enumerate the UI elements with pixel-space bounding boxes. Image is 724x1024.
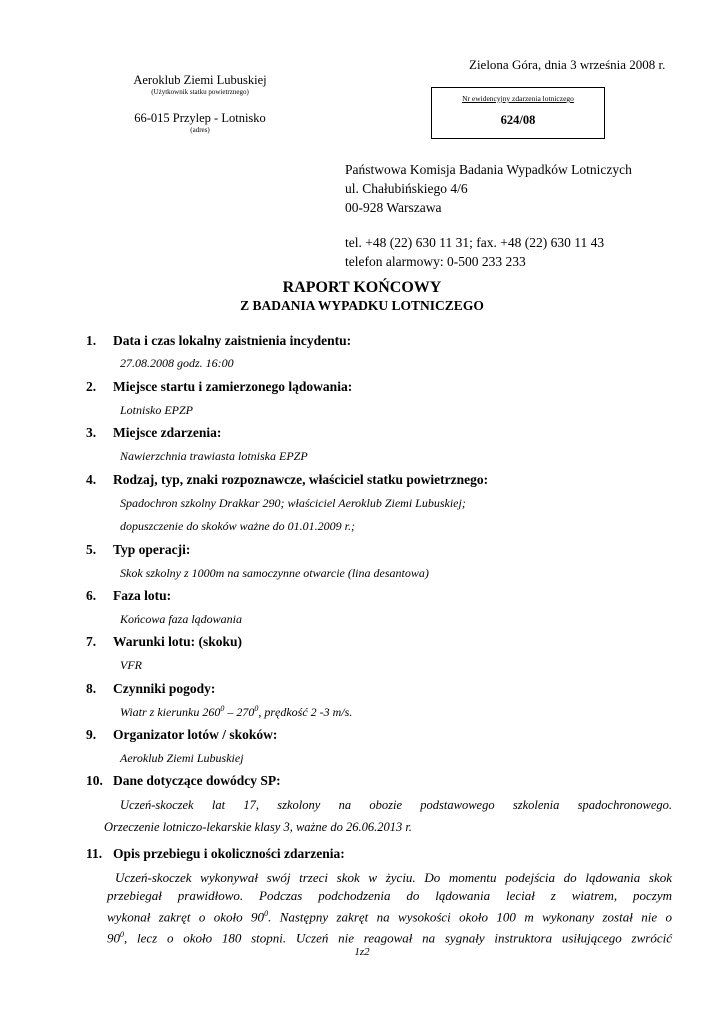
org-name: Aeroklub Ziemi Lubuskiej [133, 73, 267, 87]
section-answer: Uczeń-skoczek lat 17, szkolony na obozie podstawowego szkolenia spadochronowego. [120, 798, 672, 812]
description-paragraph [107, 869, 672, 948]
page-number: 1z2 [354, 946, 370, 958]
description-line: przebiegał prawidłowo. Podczas podchodzenia do lądowania leciał z wiatrem, poczym [107, 888, 672, 903]
section-heading [86, 542, 190, 558]
recipient-contact: tel. +48 (22) 630 11 31; fax. +48 (22) 630 11 43 [345, 235, 605, 250]
section-heading [86, 472, 488, 488]
section-number: 9. [86, 727, 97, 742]
recipient-line: ul. Chałubińskiego 4/6 [345, 181, 468, 196]
recipient-line: Państwowa Komisja Badania Wypadków Lotniczych [345, 162, 632, 177]
recipient-block [345, 160, 632, 271]
place-date: Zielona Góra, dnia 3 września 2008 r. [469, 57, 666, 72]
section-answer: Aeroklub Ziemi Lubuskiej [120, 751, 244, 765]
section-answer: Końcowa faza lądowania [120, 612, 243, 626]
section-number: 8. [86, 681, 97, 696]
registry-number: 624/08 [500, 113, 536, 127]
section-answer: Spadochron szkolny Drakkar 290; właściciel Aeroklub Ziemi Lubuskiej; [120, 496, 466, 510]
registry-box [431, 87, 605, 139]
report-subtitle: Z BADANIA WYPADKU LOTNICZEGO [240, 298, 484, 313]
section-heading [86, 727, 277, 743]
section-heading [86, 846, 345, 862]
section-title: Dane dotyczące dowódcy SP: [113, 773, 281, 788]
section-title: Czynniki pogody: [113, 681, 216, 696]
section-number: 4. [86, 472, 97, 487]
section-answer: dopuszczenie do skoków ważne do 01.01.2009 r.; [120, 519, 355, 533]
report-title: RAPORT KOŃCOWY [282, 279, 442, 296]
section-title: Data i czas lokalny zaistnienia incydentu: [113, 333, 352, 348]
section-title: Miejsce startu i zamierzonego lądowania: [113, 379, 353, 394]
section-answer: VFR [120, 658, 142, 672]
section-number: 1. [86, 333, 97, 348]
recipient-line: 00-928 Warszawa [345, 200, 442, 215]
section-answer: Nawierzchnia trawiasta lotniska EPZP [120, 449, 308, 463]
section-answer: Lotnisko EPZP [120, 403, 194, 417]
org-address: 66-015 Przylep - Lotnisko [134, 111, 266, 125]
section-answer: Orzeczenie lotniczo-lekarskie klasy 3, ważne do 26.06.2013 r. [104, 820, 412, 834]
section-heading [86, 333, 351, 349]
description-line: $90^0$, lecz o około 180 stopni. Uczeń nie reagował na sygnały instruktora usiłującego zwrócić [107, 930, 672, 946]
description-line: wykonał zakręt o około $90^0$. Następny zakręt na wysokości około 100 m wykonany został nie o [107, 909, 672, 925]
recipient-contact: telefon alarmowy: 0-500 233 233 [345, 254, 526, 269]
section-title: Warunki lotu: (skoku) [113, 634, 243, 649]
section-number: 7. [86, 634, 97, 649]
section-heading [86, 773, 281, 789]
org-caption: (Użytkownik statku powietrznego) [151, 88, 249, 96]
section-number: 11. [86, 846, 103, 861]
section-number: 2. [86, 379, 97, 394]
section-number: 5. [86, 542, 97, 557]
section-heading [86, 425, 221, 441]
section-title: Organizator lotów / skoków: [113, 727, 278, 742]
section-title: Miejsce zdarzenia: [113, 425, 222, 440]
sender-block [110, 72, 290, 134]
registry-label: Nr ewidencyjny zdarzenia lotniczego [462, 94, 574, 103]
section-heading [86, 681, 215, 697]
description-line: Uczeń-skoczek wykonywał swój trzeci skok w życiu. Do momentu podejścia do lądowania skok [115, 870, 672, 885]
section-number: 10. [86, 773, 103, 788]
address-caption: (adres) [190, 126, 210, 134]
section-number: 6. [86, 588, 97, 603]
section-title: Opis przebiegu i okoliczności zdarzenia: [113, 846, 345, 861]
section-heading [86, 379, 352, 395]
section-answer: Skok szkolny z 1000m na samoczynne otwarcie (lina desantowa) [120, 566, 429, 580]
section-title: Typ operacji: [113, 542, 191, 557]
section-answer: 27.08.2008 godz. 16:00 [120, 356, 234, 370]
section-heading [86, 588, 171, 604]
section-title: Rodzaj, typ, znaki rozpoznawcze, właściciel statku powietrznego: [113, 472, 489, 487]
section-answer: Wiatr z kierunku $260^0 - 270^0$, prędkość 2 -3 m/s. [120, 704, 353, 719]
section-heading [86, 634, 242, 650]
section-number: 3. [86, 425, 97, 440]
section-title: Faza lotu: [113, 588, 172, 603]
